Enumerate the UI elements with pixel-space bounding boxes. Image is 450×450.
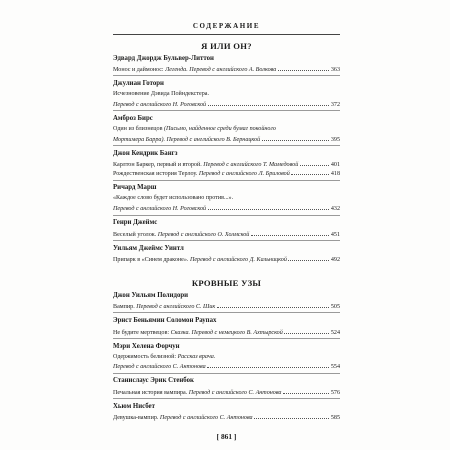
header-rule — [113, 34, 340, 35]
translator-credit: Сказка. Перевод с немецкого В. Ахтырской — [170, 329, 283, 336]
page-ref: 418 — [330, 171, 340, 178]
translator-credit: Легенда. Перевод с английского А. Волкова — [165, 67, 277, 73]
page-ref: 401 — [330, 162, 340, 169]
story-title: Не будите мертвецов: — [113, 329, 171, 336]
translator-credit: Мортимера Барра). Перевод с английского В. Бернацкой — [113, 136, 261, 143]
story-title: Припарк в «Синем драконе». — [113, 257, 190, 264]
dot-leader — [262, 134, 330, 141]
toc-entry-line — [113, 65, 340, 75]
toc-entry-line — [113, 229, 340, 239]
dot-leader — [278, 65, 330, 72]
author-name: Амброз Бирс — [113, 114, 153, 122]
toc-entry-line — [113, 362, 340, 372]
entry-separator — [113, 398, 340, 399]
translator-credit: Рассказ врача. — [177, 353, 216, 360]
toc-entry-line — [113, 160, 340, 170]
story-title: Карлтон Баркер, первый и второй. — [113, 162, 204, 169]
author-name: Эрнст Беньямин Соломон Раупах — [113, 317, 217, 324]
translator-credit: Перевод с английского С. Антонова — [188, 389, 282, 396]
story-title: Одержимость белизной: — [113, 353, 178, 360]
author-name: Хьюм Нисбет — [113, 402, 155, 410]
page-ref: 505 — [330, 304, 340, 310]
toc-entry-line — [113, 169, 340, 179]
dot-leader — [283, 387, 329, 394]
dot-leader — [288, 255, 329, 262]
page-ref: 554 — [330, 364, 340, 371]
toc-entry-line — [113, 327, 340, 337]
story-title: Печальная история вампира. — [113, 389, 189, 396]
entry-separator — [113, 145, 340, 146]
dot-leader — [217, 302, 330, 309]
dot-leader — [300, 160, 330, 167]
toc-entry-line — [113, 194, 340, 202]
entry-separator — [113, 338, 340, 339]
author-name: Джон Кендрик Бангз — [113, 149, 178, 157]
translator-credit: Перевод с английского Л. Бриловой — [198, 171, 290, 178]
section-title: КРОВНЫЕ УЗЫ — [191, 278, 262, 288]
entry-separator — [113, 373, 340, 374]
entry-separator — [113, 110, 340, 111]
entry-separator — [113, 215, 340, 216]
translator-credit: Перевод с английского Н. Роговской — [113, 101, 207, 108]
author-name: Джулиан Готорн — [113, 80, 164, 87]
story-title: Монос и даймонос: — [113, 67, 166, 73]
toc-entry-line — [113, 125, 340, 133]
toc-entry-line — [113, 387, 340, 397]
dot-leader — [291, 169, 329, 176]
entry-separator — [113, 75, 340, 76]
translator-credit: Перевод с английского О. Холмской — [157, 231, 250, 238]
toc-entry-line — [113, 255, 340, 265]
page-ref: 585 — [330, 415, 340, 422]
translator-credit: (Письмо, найденное среди бумаг покойного — [164, 125, 276, 132]
page-ref: 451 — [330, 231, 340, 238]
toc-entry-line — [113, 134, 340, 144]
toc-entry-line — [113, 302, 340, 312]
story-title: Рождественская история Терлоу. — [113, 171, 199, 178]
translator-credit: Перевод с английского Д. Кальницкой — [189, 257, 287, 264]
translator-credit: Перевод с английского С. Шик — [136, 304, 216, 310]
entry-separator — [113, 180, 340, 181]
dot-leader — [208, 204, 330, 211]
dot-leader — [284, 327, 329, 334]
dot-leader — [254, 413, 329, 420]
author-name: Станислаус Эрик Стенбок — [113, 377, 194, 385]
page-ref: 492 — [330, 257, 340, 264]
dot-leader — [251, 229, 330, 236]
story-title: Вампир. — [113, 304, 137, 310]
toc-entry-line — [113, 413, 340, 423]
translator-credit: Перевод с английского Т. Мамедовой — [203, 162, 299, 169]
author-name: Мэри Хелена Форчун — [113, 342, 180, 350]
story-title: Исчезновение Дэвида Пойндекстера. — [113, 91, 210, 97]
page-ref: 524 — [330, 329, 340, 336]
translator-credit: Перевод с английского Н. Роговской — [113, 206, 207, 213]
dot-leader — [208, 99, 330, 106]
author-name: Ричард Марш — [113, 184, 157, 192]
story-title: Веселый уголок. — [113, 231, 158, 238]
entry-separator — [113, 312, 340, 313]
entry-separator — [113, 240, 340, 241]
toc-entry-line — [113, 90, 340, 98]
translator-credit: Перевод с английского С. Антонова — [159, 415, 253, 422]
section-title: Я ИЛИ ОН? — [201, 41, 252, 51]
toc-entry-line — [113, 353, 340, 361]
story-title: Девушка-вампир. — [113, 415, 160, 422]
page-ref: 576 — [330, 389, 340, 396]
toc-entry-line — [113, 99, 340, 109]
story-title: «Каждое слово будет использовано против...». — [113, 195, 234, 202]
story-title: Один из близнецов — [113, 125, 164, 132]
author-name: Генри Джеймс — [113, 219, 158, 227]
page-number: [ 861 ] — [216, 432, 237, 441]
dot-leader — [207, 362, 329, 369]
page-ref: 395 — [330, 136, 340, 143]
page-ref: 372 — [330, 101, 340, 108]
page-ref: 432 — [330, 206, 340, 213]
author-name: Эдвард Джордж Бульвер-Литтон — [113, 54, 214, 62]
running-head: СОДЕРЖАНИЕ — [192, 22, 261, 30]
toc-entry-line — [113, 204, 340, 214]
author-name: Уильям Джеймс Уинтл — [113, 244, 184, 252]
author-name: Джон Уильям Полидори — [113, 291, 189, 299]
page-ref: 363 — [330, 67, 340, 73]
translator-credit: Перевод с английского С. Антонова — [113, 364, 206, 371]
